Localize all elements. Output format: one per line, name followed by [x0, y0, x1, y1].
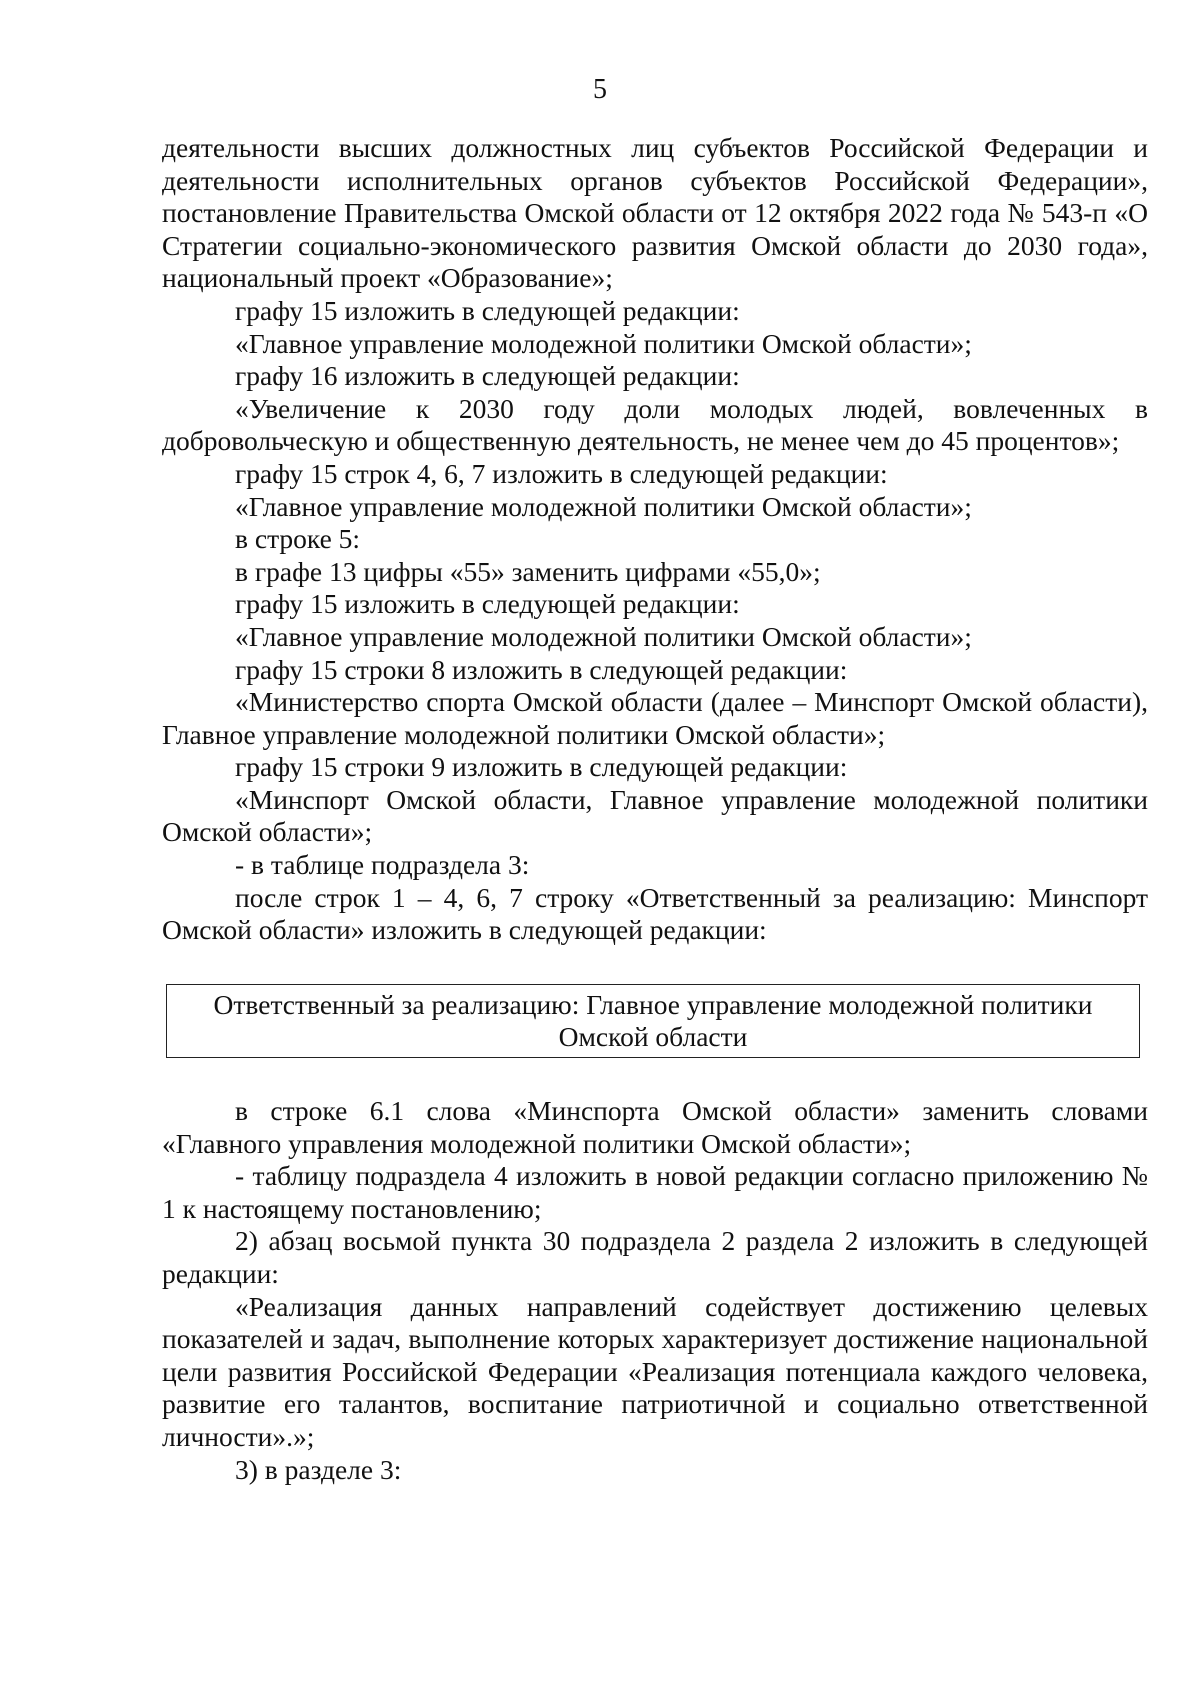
document-body: [162, 132, 1148, 1486]
paragraph: «Главное управление молодежной политики Омской области»;: [235, 620, 972, 652]
paragraph: «Министерство спорта Омской области (далее – Минспорт Омской области), Главное управление молодежной политики Омской области»;: [162, 686, 1148, 750]
paragraph: графу 15 строк 4, 6, 7 изложить в следующей редакции:: [235, 457, 888, 489]
paragraph: графу 15 строки 9 изложить в следующей редакции:: [235, 751, 848, 783]
paragraph: графу 15 строки 8 изложить в следующей редакции:: [235, 653, 848, 685]
paragraph: деятельности высших должностных лиц субъектов Российской Федерации и деятельности исполнительных органов субъектов Российской Федерации», постановление Правительства Омской области от 12 октября 2022 года № 543-п «О Стратегии социально-экономического развития Омской области до 2030 года», национальный проект «Образование»;: [162, 132, 1148, 294]
paragraph: графу 16 изложить в следующей редакции:: [235, 360, 740, 392]
page-number: 5: [593, 74, 607, 105]
paragraph: «Увеличение к 2030 году доли молодых людей, вовлеченных в добровольческую и общественную деятельность, не менее чем до 45 процентов»;: [162, 392, 1148, 457]
paragraph: «Главное управление молодежной политики Омской области»;: [235, 327, 972, 359]
paragraph: - в таблице подраздела 3:: [235, 849, 530, 881]
paragraph: «Минспорт Омской области, Главное управление молодежной политики Омской области»;: [162, 783, 1148, 848]
paragraph: «Реализация данных направлений содействует достижению целевых показателей и задач, выполнение которых характеризует достижение национальной цели развития Российской Федерации «Реализация потенциала каждого человека, развитие его талантов, воспитание патриотичной и социально ответственной личности».»;: [162, 1290, 1148, 1452]
paragraph: графу 15 изложить в следующей редакции:: [235, 588, 740, 620]
paragraph: после строк 1 – 4, 6, 7 строку «Ответственный за реализацию: Минспорт Омской области» изложить в следующей редакции:: [162, 881, 1148, 946]
paragraph: «Главное управление молодежной политики Омской области»;: [235, 490, 972, 522]
paragraph: в строке 6.1 слова «Минспорта Омской области» заменить словами «Главного управления молодежной политики Омской области»;: [162, 1095, 1148, 1159]
paragraph: - таблицу подраздела 4 изложить в новой редакции согласно приложению № 1 к настоящему постановлению;: [162, 1160, 1148, 1224]
paragraph: графу 15 изложить в следующей редакции:: [235, 294, 740, 326]
paragraph: в строке 5:: [235, 523, 361, 555]
table-row-responsible: Ответственный за реализацию: Главное управление молодежной политики Омской области: [166, 984, 1140, 1058]
paragraph: 2) абзац восьмой пункта 30 подраздела 2 раздела 2 изложить в следующей редакции:: [162, 1225, 1148, 1289]
paragraph: в графе 13 цифры «55» заменить цифрами «55,0»;: [235, 555, 821, 587]
paragraph: 3) в разделе 3:: [235, 1453, 402, 1485]
